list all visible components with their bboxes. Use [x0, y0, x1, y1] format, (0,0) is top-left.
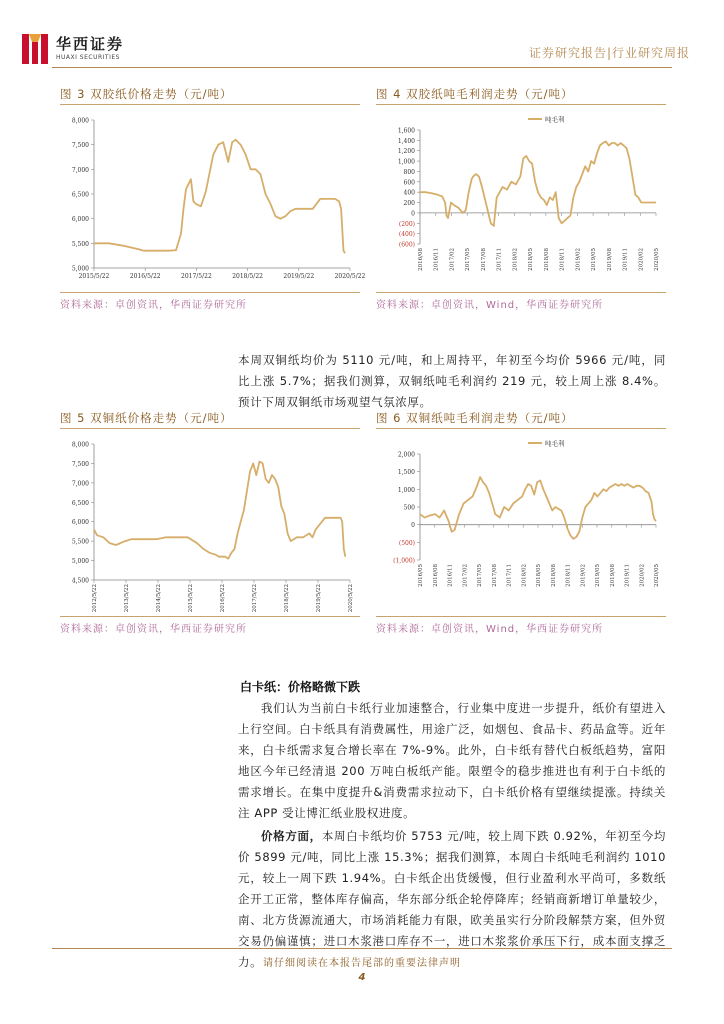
y-tick-label: 7,500 [71, 460, 89, 468]
y-tick-label: 1,000 [397, 158, 415, 166]
x-tick-label: 2019/05 [591, 248, 598, 271]
logo-text: 华西证券 [56, 35, 125, 53]
fig4-source: 资料来源：卓创资讯，Wind，华西证券研究所 [376, 300, 604, 311]
y-tick-label: (1,000) [393, 557, 415, 565]
x-tick-label: 2018/05 [528, 248, 535, 271]
x-tick-label: 2015/5/22 [188, 584, 194, 613]
x-tick-label: 2017/05 [465, 248, 472, 271]
y-tick-label: (500) [398, 539, 415, 547]
x-tick-label: 2016/5/22 [220, 584, 226, 613]
fig4-title: 图 4 双胶纸吨毛利润走势（元/吨） [376, 87, 574, 101]
x-tick-label: 2020/5/22 [348, 584, 354, 613]
x-tick-label: 2019/02 [575, 248, 582, 271]
fig5-rule-bottom [60, 616, 360, 617]
fig6-source: 资料来源：卓创资讯，Wind，华西证券研究所 [376, 624, 604, 635]
doublecoated-paragraph: 本周双铜纸均价为 5110 元/吨，和上周持平，年初至今均价 5966 元/吨，同比上涨 5.7%；据我们测算，双铜纸吨毛利润约 219 元，较上周上涨 8.4%。预计下周双铜纸市场观望气氛浓厚。 [238, 353, 666, 409]
y-tick-label: 5,500 [71, 240, 89, 248]
x-tick-label: 2020/05 [654, 248, 660, 271]
x-tick-label: 2016/08 [432, 564, 439, 587]
x-tick-label: 2020/5/22 [334, 273, 366, 280]
x-tick-label: 2019/08 [606, 248, 613, 271]
x-tick-label: 2020/02 [639, 564, 646, 587]
fig3-title: 图 3 双胶纸价格走势（元/吨） [60, 87, 233, 101]
y-tick-label: 6,000 [71, 519, 89, 527]
legend-label: 吨毛利 [545, 439, 565, 448]
footer-divider [52, 948, 672, 949]
x-tick-label: 2018/05 [536, 564, 542, 587]
x-tick-label: 2016/5/22 [129, 273, 161, 280]
y-tick-label: 6,500 [71, 191, 89, 199]
x-tick-label: 2019/08 [609, 564, 616, 587]
x-tick-label: 2015/5/22 [78, 273, 110, 280]
y-tick-label: 8,000 [71, 441, 89, 449]
fig4-chart [376, 108, 666, 288]
x-tick-label: 2016/08 [418, 248, 424, 271]
x-tick-label: 2019/05 [595, 564, 601, 587]
fig6-rule [376, 428, 666, 429]
header-divider [52, 67, 672, 68]
x-tick-label: 2018/11 [559, 248, 566, 271]
legend-label: 吨毛利 [545, 115, 565, 124]
page-number: 4 [358, 972, 366, 983]
x-tick-label: 2017/11 [506, 564, 513, 587]
price-text: 本周白卡纸均价 5753 元/吨，较上周下跌 0.92%，年初至今均价 5899 元/吨，同比上涨 15.3%；据我们测算，本周白卡纸吨毛利润约 1010 元，较上一周下跌 1.94%。白卡纸企出货缓慢，但行业盈利水平尚可，多数纸企开工正常，整体库存偏高，华东部分纸企轮停降库；经销商新增订单量较少，南、北方货源流通大，市场消耗能力有限，欧美虽实行分阶段解禁方案，但外贸交易仍偏谨慎；进口木浆港口库存不一，进口木浆浆价承压下行，成本面支撑乏力。 [238, 829, 666, 969]
fig5-source: 资料来源：卓创资讯，华西证券研究所 [60, 624, 247, 635]
x-tick-label: 2018/5/22 [284, 584, 290, 613]
x-tick-label: 2019/11 [622, 247, 629, 271]
y-tick-label: 1,500 [397, 469, 415, 477]
x-tick-label: 2016/05 [418, 564, 424, 587]
fig4-rule-bottom [376, 292, 666, 293]
x-tick-label: 2018/5/22 [232, 273, 263, 280]
y-tick-label: 800 [403, 168, 415, 176]
x-tick-label: 2012/5/22 [92, 584, 98, 613]
logo-subtext: HUAXI SECURITIES [56, 54, 120, 61]
x-tick-label: 2016/11 [447, 564, 454, 587]
y-tick-label: (400) [398, 231, 415, 239]
x-tick-label: 2017/08 [491, 564, 498, 587]
section-paragraph-1: 我们认为当前白卡纸行业加速整合，行业集中度进一步提升，纸价有望进入上行空间。白卡纸具有消费属性，用途广泛，如烟包、食品卡、药品盒等。近年来，白卡纸需求复合增长率在 7%-9%。此外，白卡纸有替代白板纸趋势，富阳地区今年已经清退 200 万吨白板纸产能。限塑令的稳步推进也有利于白卡纸的需求增长。在集中度提升&消费需求拉动下，白卡纸价格有望继续提涨。持续关注 APP 受让博汇纸业股权进度。 [238, 701, 666, 820]
y-tick-label: 6,000 [71, 216, 89, 224]
series-line [94, 462, 345, 559]
x-tick-label: 2017/5/22 [181, 273, 212, 280]
y-tick-label: (200) [398, 220, 415, 228]
x-tick-label: 2018/02 [512, 248, 519, 271]
y-tick-label: 1,000 [397, 486, 415, 494]
x-tick-label: 2019/11 [624, 564, 631, 587]
x-tick-label: 2017/02 [449, 248, 456, 271]
fig5-title: 图 5 双铜纸价格走势（元/吨） [60, 411, 233, 425]
y-tick-label: 200 [403, 200, 415, 208]
y-tick-label: 0 [411, 210, 415, 218]
x-tick-label: 2017/08 [480, 248, 487, 271]
x-tick-label: 2018/11 [565, 564, 572, 587]
series-line [94, 140, 345, 254]
fig3-rule [60, 104, 360, 105]
x-tick-label: 2016/11 [433, 248, 440, 271]
x-tick-label: 2017/02 [462, 564, 469, 587]
x-tick-label: 2017/5/22 [252, 584, 258, 613]
series-line [420, 477, 656, 539]
x-tick-label: 2017/05 [477, 564, 483, 587]
price-lead: 价格方面， [261, 829, 322, 843]
fig3-rule-bottom [60, 292, 360, 293]
y-tick-label: 1,400 [397, 137, 415, 145]
x-tick-label: 2018/02 [521, 564, 528, 587]
y-tick-label: 7,500 [71, 142, 89, 150]
fig3-source: 资料来源：卓创资讯，华西证券研究所 [60, 300, 247, 311]
y-tick-label: 600 [403, 179, 415, 187]
x-tick-label: 2014/5/22 [156, 584, 162, 613]
y-tick-label: 5,000 [71, 558, 89, 566]
x-tick-label: 2018/08 [543, 248, 550, 271]
x-tick-label: 2018/08 [550, 564, 557, 587]
y-tick-label: 6,500 [71, 499, 89, 507]
x-tick-label: 2019/5/22 [316, 584, 322, 613]
y-tick-label: 4,500 [71, 577, 89, 585]
fig3-chart [60, 108, 366, 288]
fig5-rule [60, 428, 360, 429]
section-paragraph-2 [238, 826, 666, 973]
y-tick-label: 500 [403, 504, 415, 512]
y-tick-label: 5,500 [71, 538, 89, 546]
y-tick-label: 1,200 [397, 148, 415, 156]
x-tick-label: 2019/02 [580, 564, 587, 587]
huaxi-logo-icon [22, 34, 48, 64]
x-tick-label: 2020/02 [638, 248, 645, 271]
x-tick-label: 2017/11 [496, 248, 503, 271]
y-tick-label: 7,000 [71, 480, 89, 488]
y-tick-label: 5,000 [71, 265, 89, 273]
fig4-rule [376, 104, 666, 105]
x-tick-label: 2013/5/22 [124, 584, 130, 613]
y-tick-label: 400 [403, 189, 415, 197]
report-type: 证券研究报告|行业研究周报 [528, 46, 690, 60]
y-tick-label: 8,000 [71, 117, 89, 125]
section-title: 白卡纸：价格略微下跌 [240, 680, 361, 694]
fig6-title: 图 6 双铜纸吨毛利润走势（元/吨） [376, 411, 574, 425]
y-tick-label: 2,000 [397, 451, 415, 459]
y-tick-label: 1,600 [397, 127, 415, 135]
fig6-chart [376, 432, 666, 612]
y-tick-label: (600) [398, 241, 415, 249]
x-tick-label: 2019/5/22 [283, 273, 315, 280]
fig6-rule-bottom [376, 616, 666, 617]
fig5-chart [60, 432, 360, 612]
legal-disclaimer: 请仔细阅读在本报告尾部的重要法律声明 [263, 958, 461, 969]
y-tick-label: 7,000 [71, 166, 89, 174]
x-tick-label: 2020/05 [654, 564, 660, 587]
y-tick-label: 0 [411, 522, 415, 530]
